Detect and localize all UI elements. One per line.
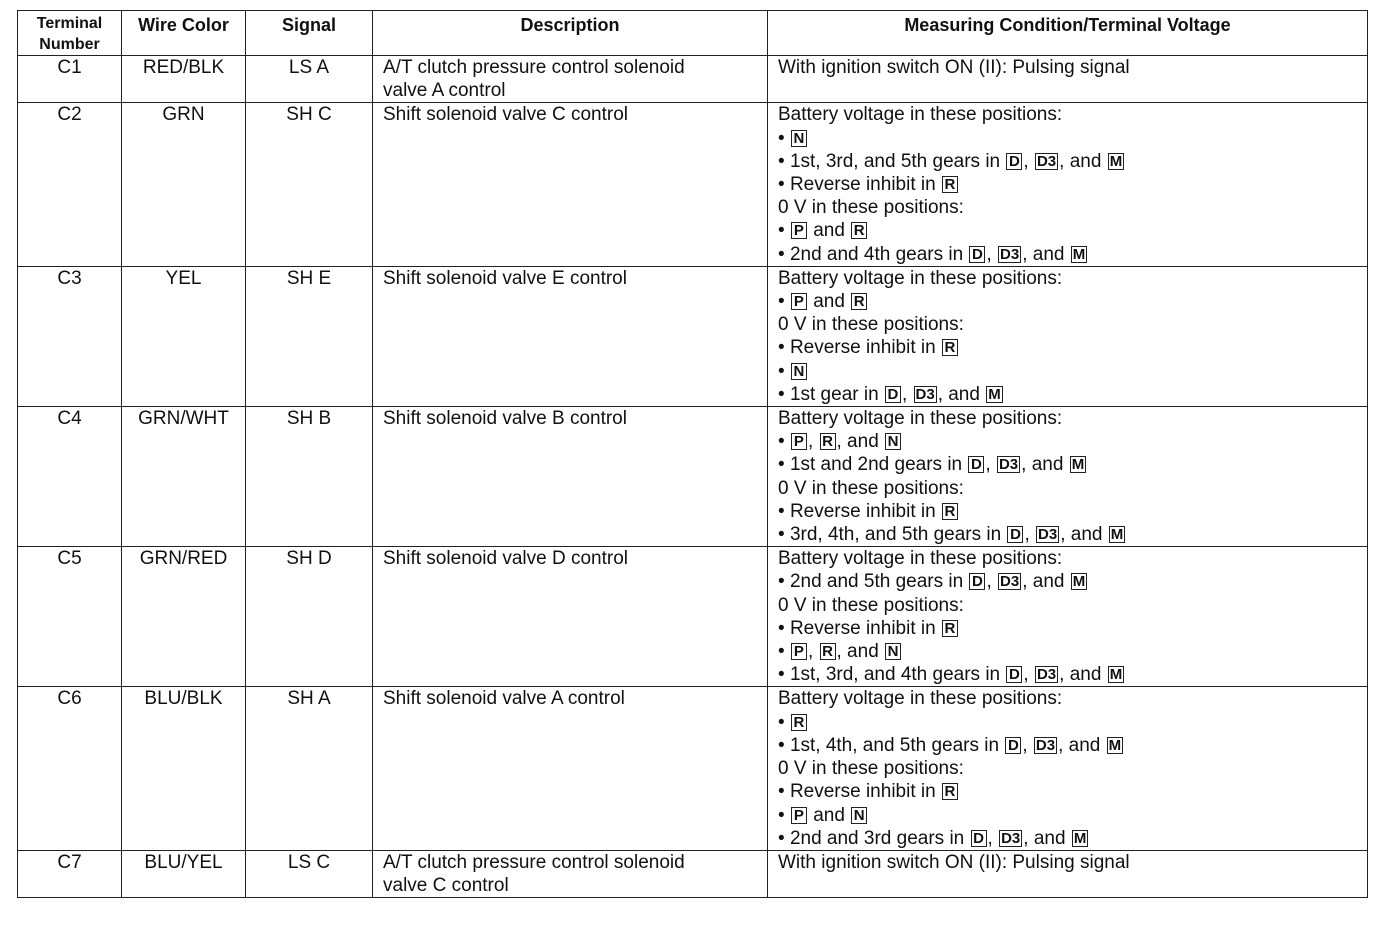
description-cell-text: Shift solenoid valve D control xyxy=(383,548,629,570)
signal-cell xyxy=(246,266,373,406)
gear-position-symbol: D xyxy=(1007,526,1023,543)
measuring-condition-cell xyxy=(768,266,1368,406)
gear-position-symbol: R xyxy=(942,339,958,356)
gear-position-symbol: M xyxy=(1072,245,1086,263)
measuring-bullet-line: • Reverse inhibit in R xyxy=(778,173,1361,196)
table-row xyxy=(18,103,1368,266)
gear-position-symbol: P xyxy=(791,293,807,310)
terminal-table xyxy=(17,10,1368,898)
measuring-bullet-line xyxy=(778,711,1361,734)
signal-cell xyxy=(246,547,373,687)
bullet-icon: • xyxy=(778,337,790,359)
measuring-line: Battery voltage in these positions: xyxy=(778,408,1063,430)
signal-cell xyxy=(246,850,373,897)
measuring-bullet-line xyxy=(778,360,1361,383)
terminal-number-cell xyxy=(18,56,122,103)
wire-color-cell xyxy=(122,266,246,406)
terminal-number-cell-text: C4 xyxy=(57,408,82,430)
bullet-icon: • xyxy=(778,827,790,849)
signal-cell xyxy=(246,103,373,266)
measuring-bullet-line: • Reverse inhibit in R xyxy=(778,336,1361,359)
bullet-icon: • xyxy=(778,711,790,733)
gear-position-symbol: D3 xyxy=(1035,736,1056,754)
gear-position-symbol: N xyxy=(851,807,867,824)
table-row xyxy=(18,850,1368,897)
measuring-bullet-line: • 2nd and 3rd gears in D , D3 , and M xyxy=(778,827,1087,849)
measuring-bullet-line: • 1st, 4th, and 5th gears in D , D3 , and M xyxy=(778,734,1122,756)
bullet-icon: • xyxy=(778,734,790,756)
wire-color-cell xyxy=(122,850,246,897)
measuring-bullet-line: • P , R , and N xyxy=(778,640,1361,663)
gear-position-symbol: N xyxy=(791,363,807,380)
measuring-bullet-line: • 2nd and 5th gears in D , D3 , and M xyxy=(778,571,1086,593)
measuring-bullet-line: • 1st, 3rd, and 4th gears in D , D3 , and M xyxy=(778,664,1123,686)
gear-position-symbol: R xyxy=(942,783,958,800)
wire-color-cell-text: GRN xyxy=(162,104,205,126)
bullet-icon: • xyxy=(778,804,790,826)
description-cell xyxy=(373,266,768,406)
bullet-icon: • xyxy=(778,500,790,522)
gear-position-symbol: D xyxy=(971,830,987,847)
signal-cell-text: SH A xyxy=(287,688,331,710)
bullet-icon: • xyxy=(778,617,790,639)
terminal-number-cell-text: C1 xyxy=(57,57,82,78)
measuring-bullet-line: • 1st gear in D , D3 , and M xyxy=(778,383,1001,405)
terminal-number-cell-text: C7 xyxy=(57,851,82,873)
signal-cell-text: SH D xyxy=(286,548,332,570)
wire-color-cell-text: BLU/BLK xyxy=(144,688,223,710)
measuring-line: Battery voltage in these positions: xyxy=(778,548,1063,570)
measuring-bullet-line: • Reverse inhibit in R xyxy=(778,500,1361,523)
measuring-line: Battery voltage in these positions: xyxy=(778,267,1063,289)
gear-position-symbol: D xyxy=(885,386,901,403)
gear-position-symbol: D3 xyxy=(1036,152,1057,170)
bullet-icon: • xyxy=(778,571,790,593)
description-cell-text: Shift solenoid valve B control xyxy=(383,408,627,430)
measuring-line: With ignition switch ON (II): Pulsing signal xyxy=(778,851,1130,873)
measuring-line: 0 V in these positions: xyxy=(778,477,964,499)
description-cell-text: Shift solenoid valve C control xyxy=(383,104,629,126)
bullet-icon: • xyxy=(778,383,790,405)
header-row xyxy=(18,11,1368,56)
bullet-icon: • xyxy=(778,781,790,803)
gear-position-symbol: R xyxy=(851,222,867,239)
measuring-bullet-line: • Reverse inhibit in R xyxy=(778,617,1361,640)
gear-position-symbol: M xyxy=(988,385,1001,403)
terminal-number-cell xyxy=(18,850,122,897)
gear-position-symbol: R xyxy=(820,433,836,450)
terminal-number-cell xyxy=(18,266,122,406)
header-terminal-number: Terminal Number xyxy=(18,11,122,56)
measuring-line: 0 V in these positions: xyxy=(778,758,964,780)
gear-position-symbol: P xyxy=(791,643,807,660)
wire-color-cell xyxy=(122,407,246,547)
gear-position-symbol: D xyxy=(1006,153,1022,170)
terminal-number-cell xyxy=(18,407,122,547)
measuring-line: Battery voltage in these positions: xyxy=(778,688,1063,710)
measuring-bullet-line: • P and R xyxy=(778,290,1361,313)
terminal-number-cell xyxy=(18,103,122,266)
header-description: Description xyxy=(373,11,768,56)
gear-position-symbol: M xyxy=(1073,829,1087,847)
description-cell xyxy=(373,547,768,687)
bullet-icon: • xyxy=(778,524,790,546)
gear-position-symbol: P xyxy=(791,807,807,824)
signal-cell-text: SH B xyxy=(286,408,332,430)
wire-color-cell-text: YEL xyxy=(165,267,202,289)
gear-position-symbol: D xyxy=(1006,666,1022,683)
gear-position-symbol: R xyxy=(791,714,807,731)
header-signal: Signal xyxy=(246,11,373,56)
gear-position-symbol: N xyxy=(885,433,901,450)
measuring-line: 0 V in these positions: xyxy=(778,197,964,219)
measuring-bullet-line: • P and N xyxy=(778,804,1361,827)
gear-position-symbol: M xyxy=(1071,456,1085,474)
terminal-number-cell xyxy=(18,687,122,850)
bullet-icon: • xyxy=(778,174,790,196)
signal-cell-text: LS A xyxy=(288,57,330,78)
gear-position-symbol: P xyxy=(791,222,807,239)
gear-position-symbol: R xyxy=(942,503,958,520)
bullet-icon: • xyxy=(778,664,790,686)
gear-position-symbol: D xyxy=(968,456,984,473)
gear-position-symbol: M xyxy=(1108,736,1122,754)
wire-color-cell xyxy=(122,547,246,687)
description-cell-text: A/T clutch pressure control solenoid valve C control xyxy=(383,851,685,897)
bullet-icon: • xyxy=(778,220,790,242)
table-row xyxy=(18,56,1368,103)
description-cell-text: A/T clutch pressure control solenoid valve A control xyxy=(383,57,685,102)
gear-position-symbol: R xyxy=(820,643,836,660)
measuring-bullet-line: • 3rd, 4th, and 5th gears in D , D3 , and M xyxy=(778,524,1124,546)
gear-position-symbol: N xyxy=(791,130,807,147)
wire-color-cell xyxy=(122,687,246,850)
wire-color-cell xyxy=(122,56,246,103)
gear-position-symbol: D3 xyxy=(1038,526,1058,544)
gear-position-symbol: M xyxy=(1109,152,1123,170)
signal-cell xyxy=(246,56,373,103)
measuring-line: Battery voltage in these positions: xyxy=(778,104,1063,126)
gear-position-symbol: D3 xyxy=(1036,666,1057,684)
terminal-number-cell xyxy=(18,547,122,687)
measuring-bullet-line: • 1st, 3rd, and 5th gears in D , D3 , and M xyxy=(778,150,1123,172)
gear-position-symbol: M xyxy=(1072,573,1086,591)
signal-cell xyxy=(246,687,373,850)
gear-position-symbol: D xyxy=(969,246,985,263)
wire-color-cell-text: BLU/YEL xyxy=(144,851,223,873)
terminal-number-cell-text: C6 xyxy=(57,688,82,710)
measuring-bullet-line: • 2nd and 4th gears in D , D3 , and M xyxy=(778,243,1086,265)
measuring-condition-cell xyxy=(768,407,1368,547)
measuring-bullet-line: • P and R xyxy=(778,219,1361,242)
gear-position-symbol: D xyxy=(1005,737,1021,754)
measuring-bullet-line: • P , R , and N xyxy=(778,430,1361,453)
description-cell xyxy=(373,103,768,266)
signal-cell-text: SH C xyxy=(286,104,332,126)
table-row xyxy=(18,407,1368,547)
bullet-icon: • xyxy=(778,127,790,149)
bullet-icon: • xyxy=(778,454,790,476)
measuring-bullet-line: • Reverse inhibit in R xyxy=(778,780,1361,803)
bullet-icon: • xyxy=(778,641,790,663)
gear-position-symbol: M xyxy=(1109,666,1123,684)
signal-cell-text: SH E xyxy=(286,267,332,289)
gear-position-symbol: R xyxy=(942,176,958,193)
measuring-line: 0 V in these positions: xyxy=(778,594,964,616)
measuring-bullet-line: • 1st and 2nd gears in D , D3 , and M xyxy=(778,454,1085,476)
gear-position-symbol: N xyxy=(885,643,901,660)
wire-color-cell xyxy=(122,103,246,266)
header-measuring-condition: Measuring Condition/Terminal Voltage xyxy=(768,11,1368,56)
header-wire-color: Wire Color xyxy=(122,11,246,56)
measuring-line: With ignition switch ON (II): Pulsing signal xyxy=(778,57,1130,78)
gear-position-symbol: D3 xyxy=(1000,245,1020,263)
measuring-bullet-line xyxy=(778,127,1361,150)
description-cell xyxy=(373,56,768,103)
signal-cell xyxy=(246,407,373,547)
table-row xyxy=(18,687,1368,850)
description-cell xyxy=(373,850,768,897)
signal-cell-text: LS C xyxy=(287,851,331,873)
bullet-icon: • xyxy=(778,243,790,265)
bullet-icon: • xyxy=(778,431,790,453)
gear-position-symbol: P xyxy=(791,433,807,450)
gear-position-symbol: R xyxy=(851,293,867,310)
table-row xyxy=(18,266,1368,406)
measuring-condition-cell xyxy=(768,687,1368,850)
gear-position-symbol: R xyxy=(942,620,958,637)
wire-color-cell-text: GRN/WHT xyxy=(138,408,229,430)
bullet-icon: • xyxy=(778,291,790,313)
gear-position-symbol: D3 xyxy=(1000,573,1020,591)
bullet-icon: • xyxy=(778,360,790,382)
measuring-condition-cell xyxy=(768,547,1368,687)
gear-position-symbol: D3 xyxy=(915,385,935,403)
description-cell xyxy=(373,407,768,547)
gear-position-symbol: M xyxy=(1110,526,1124,544)
measuring-line: 0 V in these positions: xyxy=(778,314,964,336)
measuring-condition-cell xyxy=(768,103,1368,266)
bullet-icon: • xyxy=(778,150,790,172)
terminal-number-cell-text: C2 xyxy=(57,104,82,126)
measuring-condition-cell xyxy=(768,56,1368,103)
description-cell xyxy=(373,687,768,850)
description-cell-text: Shift solenoid valve A control xyxy=(383,688,625,710)
wire-color-cell-text: RED/BLK xyxy=(142,57,225,78)
description-cell-text: Shift solenoid valve E control xyxy=(383,267,627,289)
terminal-number-cell-text: C5 xyxy=(57,548,82,570)
gear-position-symbol: D3 xyxy=(1001,829,1021,847)
terminal-number-cell-text: C3 xyxy=(57,267,82,289)
gear-position-symbol: D3 xyxy=(998,456,1019,474)
gear-position-symbol: D xyxy=(969,573,985,590)
wire-color-cell-text: GRN/RED xyxy=(139,548,228,570)
table-row xyxy=(18,547,1368,687)
measuring-condition-cell xyxy=(768,850,1368,897)
